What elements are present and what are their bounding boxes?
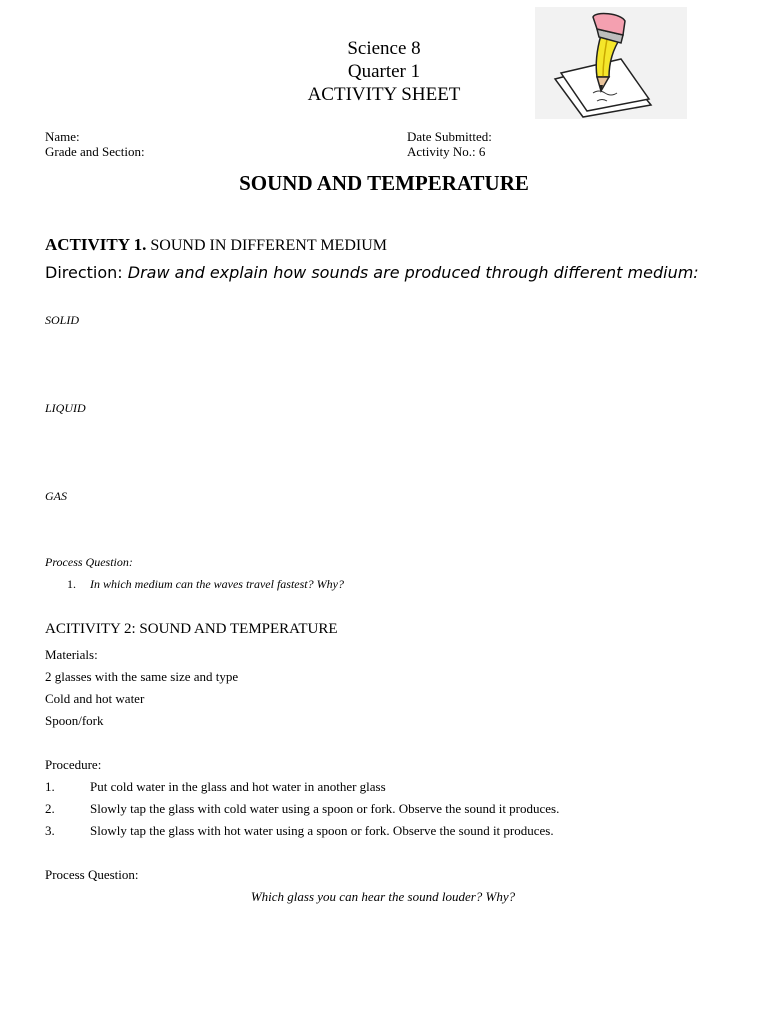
activity-number-label: Activity No.: 6: [407, 144, 486, 159]
procedure-step-number: 2.: [45, 801, 55, 816]
procedure-step-text: Slowly tap the glass with hot water using a spoon or fork. Observe the sound it produces.: [90, 823, 554, 838]
sheet-title: ACTIVITY SHEET: [307, 84, 461, 105]
name-label: Name:: [45, 129, 80, 144]
activity2-question: Which glass you can hear the sound louder? Why?: [250, 889, 516, 904]
medium-gas-label: GAS: [45, 489, 67, 503]
procedure-step-number: 1.: [45, 779, 55, 794]
procedure-step-text: Put cold water in the glass and hot water in another glass: [90, 779, 386, 794]
activity1-heading-number: ACTIVITY 1.: [45, 235, 147, 254]
activity1-heading-text: SOUND IN DIFFERENT MEDIUM: [150, 237, 387, 254]
procedure-step-text: Slowly tap the glass with cold water using a spoon or fork. Observe the sound it produces.: [90, 801, 560, 816]
material-item: Spoon/fork: [45, 713, 104, 728]
grade-section-label: Grade and Section:: [45, 144, 145, 159]
medium-liquid-label: LIQUID: [45, 401, 86, 415]
activity1-process-label: Process Question:: [45, 555, 133, 569]
activity1-heading: [45, 235, 387, 255]
subject-title: Science 8: [347, 38, 421, 59]
activity1-direction: [45, 262, 719, 284]
activity2-process-label: Process Question:: [45, 867, 139, 882]
medium-solid-label: SOLID: [45, 313, 80, 327]
direction-label: Direction:: [45, 263, 123, 282]
page-title: SOUND AND TEMPERATURE: [239, 171, 529, 195]
procedure-label: Procedure:: [45, 757, 102, 772]
direction-text: Draw and explain how sounds are produced through different medium:: [127, 263, 699, 282]
activity1-question: In which medium can the waves travel fastest? Why?: [90, 577, 344, 591]
date-submitted-label: Date Submitted:: [407, 129, 492, 144]
activity1-question-number: 1.: [67, 577, 76, 591]
material-item: Cold and hot water: [45, 691, 145, 706]
quarter-title: Quarter 1: [347, 61, 421, 82]
material-item: 2 glasses with the same size and type: [45, 669, 239, 684]
activity2-heading: ACITIVITY 2: SOUND AND TEMPERATURE: [45, 621, 338, 637]
materials-label: Materials:: [45, 647, 98, 662]
procedure-step-number: 3.: [45, 823, 55, 838]
